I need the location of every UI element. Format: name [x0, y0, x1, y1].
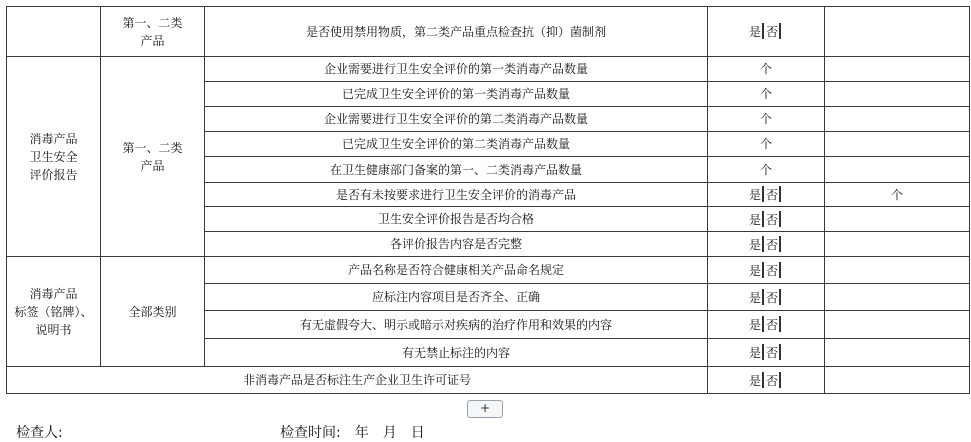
time-label: 检查时间: — [280, 425, 341, 441]
checkbox-yes[interactable] — [762, 262, 764, 278]
note-cell — [825, 311, 970, 339]
note-cell — [825, 132, 970, 157]
note-cell — [825, 284, 970, 311]
note-cell — [825, 257, 970, 284]
note-cell — [825, 157, 970, 183]
checkbox-yes[interactable] — [762, 344, 764, 360]
checkbox-yes[interactable] — [762, 236, 764, 252]
count-cell[interactable]: 个 — [708, 57, 825, 82]
checkbox-yes[interactable] — [762, 186, 764, 202]
item-cell: 卫生安全评价报告是否均合格 — [205, 207, 708, 232]
category-cell: 全部类别 — [101, 257, 205, 367]
yes-no-cell[interactable]: 是 否 — [708, 257, 825, 284]
checkbox-yes[interactable] — [762, 316, 764, 332]
checkbox-no[interactable] — [779, 372, 781, 388]
yes-no-cell[interactable]: 是 否 — [708, 367, 825, 394]
inspector-label: 检查人: — [16, 425, 63, 441]
blank-cell — [7, 7, 101, 57]
note-cell — [825, 107, 970, 132]
item-cell: 是否使用禁用物质，第二类产品重点检查抗（抑）菌制剂 — [205, 7, 708, 57]
yes-no-cell[interactable]: 是 否 — [708, 311, 825, 339]
category-cell: 第一、二类 产品 — [101, 7, 205, 57]
add-row-button[interactable]: + — [467, 400, 503, 418]
section-label: 消毒产品 卫生安全 评价报告 — [7, 57, 101, 257]
month-label: 月 — [382, 425, 397, 441]
item-cell: 产品名称是否符合健康相关产品命名规定 — [205, 257, 708, 284]
checkbox-yes[interactable] — [762, 211, 764, 227]
item-cell: 在卫生健康部门备案的第一、二类消毒产品数量 — [205, 157, 708, 183]
inspection-time — [280, 422, 425, 442]
checkbox-yes[interactable] — [762, 23, 764, 39]
item-cell: 有无禁止标注的内容 — [205, 339, 708, 367]
count-cell[interactable]: 个 — [708, 157, 825, 183]
yes-no-cell[interactable]: 是 否 — [708, 7, 825, 57]
checkbox-no[interactable] — [779, 344, 781, 360]
category-cell: 第一、二类 产品 — [101, 57, 205, 257]
table-row — [7, 57, 970, 82]
item-cell: 已完成卫生安全评价的第一类消毒产品数量 — [205, 82, 708, 107]
yes-no-cell[interactable]: 是 否 — [708, 284, 825, 311]
note-cell — [825, 207, 970, 232]
item-cell: 企业需要进行卫生安全评价的第二类消毒产品数量 — [205, 107, 708, 132]
year-label: 年 — [354, 425, 369, 441]
count-cell[interactable]: 个 — [708, 82, 825, 107]
checkbox-no[interactable] — [779, 23, 781, 39]
item-cell: 是否有未按要求进行卫生安全评价的消毒产品 — [205, 183, 708, 207]
yes-no-cell[interactable]: 是 否 — [708, 183, 825, 207]
item-cell: 非消毒产品是否标注生产企业卫生许可证号 — [7, 367, 708, 394]
yes-no-cell[interactable]: 是 否 — [708, 232, 825, 257]
count-cell[interactable]: 个 — [708, 107, 825, 132]
yes-no-cell[interactable]: 是 否 — [708, 339, 825, 367]
checkbox-no[interactable] — [779, 236, 781, 252]
inspection-table — [6, 6, 970, 394]
checkbox-no[interactable] — [779, 211, 781, 227]
note-cell — [825, 7, 970, 57]
yes-no-cell[interactable]: 是 否 — [708, 207, 825, 232]
note-cell — [825, 82, 970, 107]
item-cell: 企业需要进行卫生安全评价的第一类消毒产品数量 — [205, 57, 708, 82]
section-label: 消毒产品 标签（铭牌）、 说明书 — [7, 257, 101, 367]
checkbox-no[interactable] — [779, 186, 781, 202]
note-cell — [825, 232, 970, 257]
item-cell: 已完成卫生安全评价的第二类消毒产品数量 — [205, 132, 708, 157]
note-cell — [825, 57, 970, 82]
checkbox-yes[interactable] — [762, 372, 764, 388]
checkbox-no[interactable] — [779, 289, 781, 305]
checkbox-no[interactable] — [779, 262, 781, 278]
count-cell[interactable]: 个 — [825, 183, 970, 207]
table-row — [7, 7, 970, 57]
count-cell[interactable]: 个 — [708, 132, 825, 157]
item-cell: 有无虚假夸大、明示或暗示对疾病的治疗作用和效果的内容 — [205, 311, 708, 339]
checkbox-yes[interactable] — [762, 289, 764, 305]
item-cell: 应标注内容项目是否齐全、正确 — [205, 284, 708, 311]
day-label: 日 — [410, 425, 425, 441]
note-cell — [825, 339, 970, 367]
note-cell — [825, 367, 970, 394]
table-row — [7, 257, 970, 284]
table-row — [7, 367, 970, 394]
item-cell: 各评价报告内容是否完整 — [205, 232, 708, 257]
checkbox-no[interactable] — [779, 316, 781, 332]
